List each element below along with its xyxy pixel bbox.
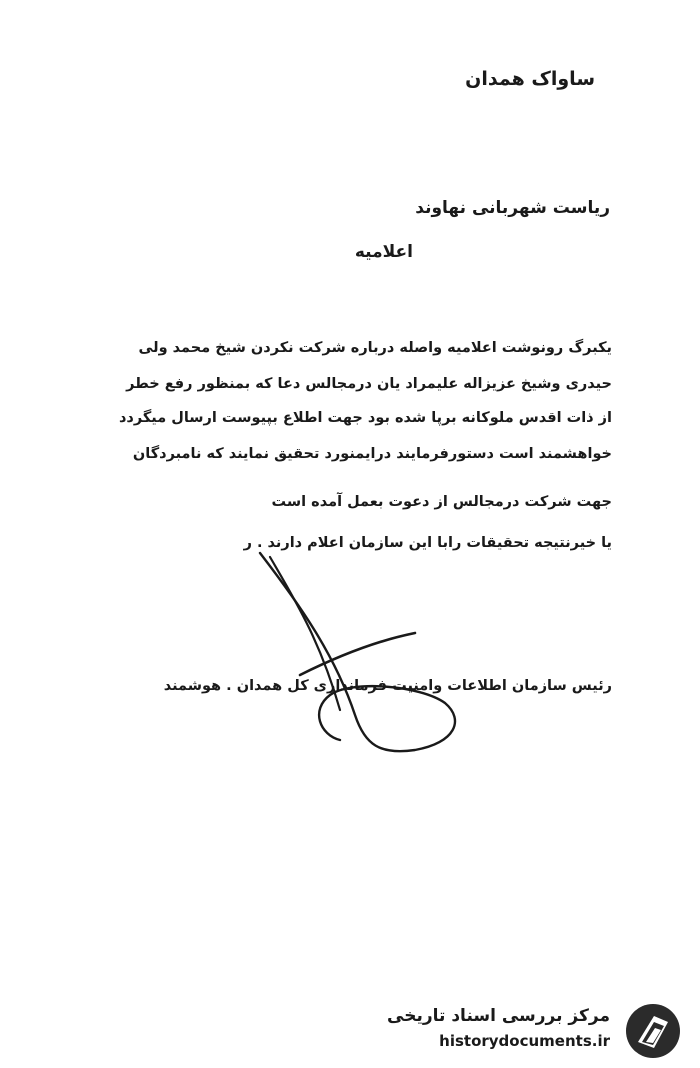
watermark-url: historydocuments.ir	[439, 1032, 610, 1050]
body-line: حیدری وشیخ عزیزاله علیمراد یان درمجالس دعا که بمنظور رفع خطر	[126, 376, 612, 392]
archive-logo-icon	[624, 1002, 682, 1060]
body-line: جهت شرکت درمجالس از دعوت بعمل آمده است	[271, 494, 612, 510]
recipient-line: ریاست شهربانی نهاوند	[415, 198, 610, 218]
body-line: یا خیرنتیجه تحقیقات رابا این سازمان اعلام دارند . ر	[243, 535, 612, 551]
body-line: خواهشمند است دستورفرمایند درایمنورد تحقیق نمایند که نامبردگان	[132, 446, 612, 462]
body-line: از ذات اقدس ملوکانه برپا شده بود جهت اطلاع بپیوست ارسال میگردد	[118, 410, 612, 426]
body-line: یکبرگ رونوشت اعلامیه واصله درباره شرکت نکردن شیخ محمد ولی	[138, 340, 612, 356]
signatory-line: رئیس سازمان اطلاعات وامنیت فرمانداری کل همدان . هوشمند	[163, 678, 612, 694]
watermark-title: مرکز بررسی اسناد تاریخی	[387, 1006, 610, 1026]
archive-watermark	[387, 1000, 690, 1062]
handwritten-signature	[240, 545, 470, 770]
subject-line: اعلامیه	[354, 242, 413, 262]
document-header: ساواک همدان	[465, 68, 595, 90]
